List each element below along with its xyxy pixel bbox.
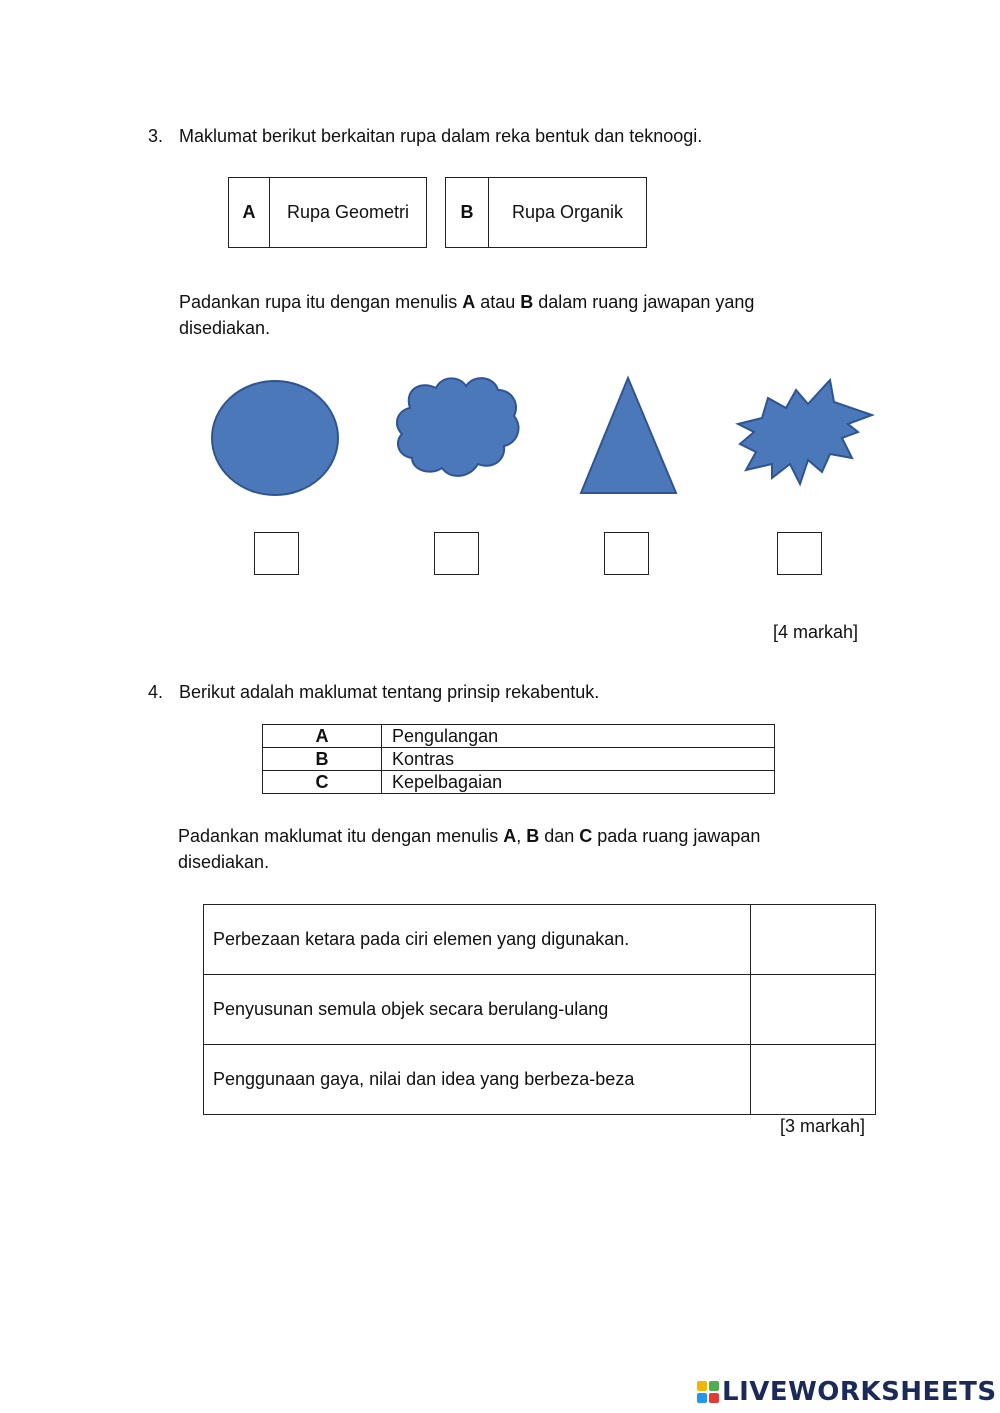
answer-box[interactable] [434,532,479,575]
table-row [204,975,876,1045]
option-box-a [228,177,427,248]
option-box-b [445,177,647,248]
table-row [263,748,775,771]
statement-text: Perbezaan ketara pada ciri elemen yang digunakan. [204,905,751,975]
shapes-row [0,360,1000,510]
answer-box[interactable] [254,532,299,575]
answer-box[interactable] [777,532,822,575]
option-letter: A [229,178,270,247]
answer-box[interactable] [604,532,649,575]
answer-cell[interactable] [751,905,876,975]
key-label: Kepelbagaian [382,771,775,794]
q4-instruction: Padankan maklumat itu dengan menulis A, B dan C pada ruang jawapan disediakan. [178,826,761,872]
key-letter: B [263,748,382,771]
table-row [263,725,775,748]
table-row [204,1045,876,1115]
q3-text: Maklumat berikut berkaitan rupa dalam reka bentuk dan teknoogi. [179,126,703,146]
triangle-shape [581,378,676,493]
option-label: Rupa Organik [511,202,624,222]
principle-key-table [262,724,775,794]
key-letter: C [263,771,382,794]
q4-marks: [3 markah] [780,1116,866,1136]
table-row [204,905,876,975]
circle-shape [212,381,338,495]
key-label: Pengulangan [382,725,775,748]
key-label: Kontras [382,748,775,771]
answer-cell[interactable] [751,975,876,1045]
cloud-shape [397,378,519,476]
logo-text: LIVEWORKSHEETS [722,1377,997,1407]
q4-number: 4. [148,682,164,702]
key-letter: A [263,725,382,748]
q3-marks: [4 markah] [773,622,859,642]
q4-text: Berikut adalah maklumat tentang prinsip rekabentuk. [179,682,600,702]
option-label: Rupa Geometri [286,202,410,222]
statement-text: Penggunaan gaya, nilai dan idea yang berbeza-beza [204,1045,751,1115]
starburst-shape [738,380,872,484]
q3-number: 3. [148,126,164,146]
statement-text: Penyusunan semula objek secara berulang-ulang [204,975,751,1045]
table-row [263,771,775,794]
q3-instruction: Padankan rupa itu dengan menulis A atau B dalam ruang jawapan yang disediakan. [179,292,755,338]
logo-icon [697,1381,719,1403]
answer-cell[interactable] [751,1045,876,1115]
statement-answer-table [203,904,876,1115]
liveworksheets-logo [697,1377,997,1407]
option-letter: B [446,178,489,247]
